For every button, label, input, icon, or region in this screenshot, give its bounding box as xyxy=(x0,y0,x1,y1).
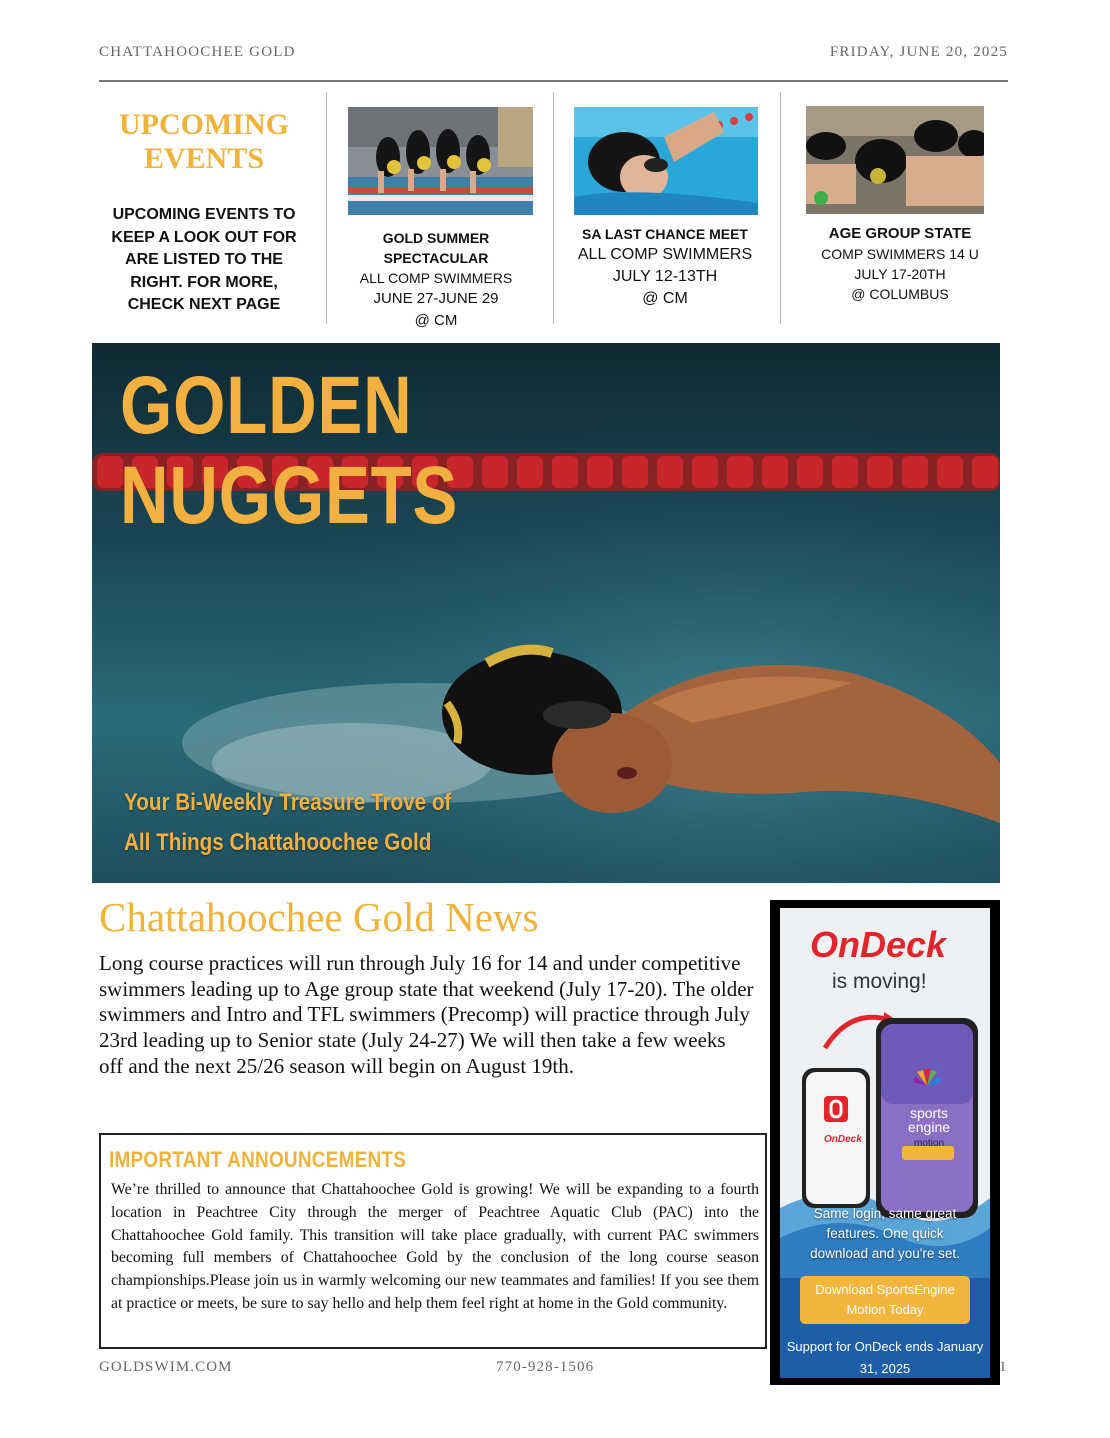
event-name: AGE GROUP STATE xyxy=(828,225,972,242)
event-who: COMP SWIMMERS 14 U xyxy=(821,246,979,262)
footer-website[interactable]: GOLDSWIM.COM xyxy=(99,1359,233,1375)
news-body: Long course practices will run through July 16 for 14 and under competitive swimmers leading up to Age group state that weekend (July 17-20). The older swimmers and Intro and TFL swimmers (Precomp) will practice through July 23rd leading up to Senior state (July 24-27) We will then take a few weeks off and the next 25/26 season will begin on August 19th. xyxy=(99,951,754,1078)
event-location: @ CM xyxy=(414,312,458,329)
hero-subtitle: Your Bi-Weekly Treasure Trove of All Things Chattahoochee Gold xyxy=(124,789,452,856)
column-divider xyxy=(326,92,327,324)
event-card-sa-last-chance xyxy=(560,224,770,310)
column-divider xyxy=(780,92,781,324)
event-photo-sa-last-chance xyxy=(574,107,758,215)
ad-new-app-logo: sports engine motion xyxy=(907,1105,951,1149)
footer-page-number: 1 xyxy=(999,1359,1008,1375)
ad-brand: OnDeck xyxy=(810,924,947,965)
ad-panel xyxy=(780,908,990,1378)
upcoming-events-title: UPCOMING EVENTS xyxy=(119,108,289,175)
event-dates: JULY 12-13TH xyxy=(612,268,718,285)
event-who: ALL COMP SWIMMERS xyxy=(577,246,753,263)
footer-phone: 770-928-1506 xyxy=(496,1359,595,1375)
upcoming-events-intro: UPCOMING EVENTS TO KEEP A LOOK OUT FOR ARE LISTED TO THE RIGHT. FOR MORE, CHECK NEXT PAGE xyxy=(111,206,297,313)
announcements-box xyxy=(99,1133,767,1349)
hero-banner xyxy=(92,343,1000,883)
ad-old-app-label: OnDeck xyxy=(824,1134,862,1145)
issue-date: FRIDAY, JUNE 20, 2025 xyxy=(829,44,1008,60)
announcements-body: We’re thrilled to announce that Chattahoochee Gold is growing! We will be expanding to a fourth location in Peachtree City through the merger of Peachtree Aquatic Club (PAC) into the Chattahoochee Gold family. This transition will take place gradually, with current PAC swimmers becoming full members of Chattahoochee Gold by the conclusion of the long course season championships.Please join us in warmly welcoming our new teammates and families! If you see them at practice or meets, be sure to say hello and help them feel right at home in the Gold community. xyxy=(111,1181,759,1312)
event-dates: JULY 17-20TH xyxy=(854,266,946,282)
masthead: CHATTAHOOCHEE GOLD xyxy=(99,44,296,60)
ondeck-ad[interactable] xyxy=(770,900,1000,1385)
event-card-age-group-state xyxy=(792,224,1008,304)
news-heading: Chattahoochee Gold News xyxy=(99,894,539,940)
event-photo-gold-summer xyxy=(348,107,533,215)
hero-title: GOLDEN NUGGETS xyxy=(120,360,459,541)
event-location: @ COLUMBUS xyxy=(851,286,949,302)
event-photo-age-group-state xyxy=(806,106,984,214)
event-dates: JUNE 27-JUNE 29 xyxy=(373,290,499,307)
header-divider xyxy=(99,80,1008,82)
ad-body: Same login, same great features. One quick download and you're set. xyxy=(810,1206,960,1261)
column-divider xyxy=(553,92,554,324)
event-card-gold-summer xyxy=(336,228,536,332)
event-name: SA LAST CHANCE MEET xyxy=(582,226,748,242)
announcements-heading: IMPORTANT ANNOUNCEMENTS xyxy=(109,1147,407,1172)
event-location: @ CM xyxy=(642,290,688,307)
ad-support-notice: Support for OnDeck ends January 31, 2025 xyxy=(786,1339,984,1376)
event-name: GOLD SUMMER SPECTACULAR xyxy=(382,230,490,266)
ad-tagline: is moving! xyxy=(832,970,927,993)
ad-download-button[interactable]: Download SportsEngine Motion Today xyxy=(800,1276,970,1324)
event-who: ALL COMP SWIMMERS xyxy=(359,270,513,286)
